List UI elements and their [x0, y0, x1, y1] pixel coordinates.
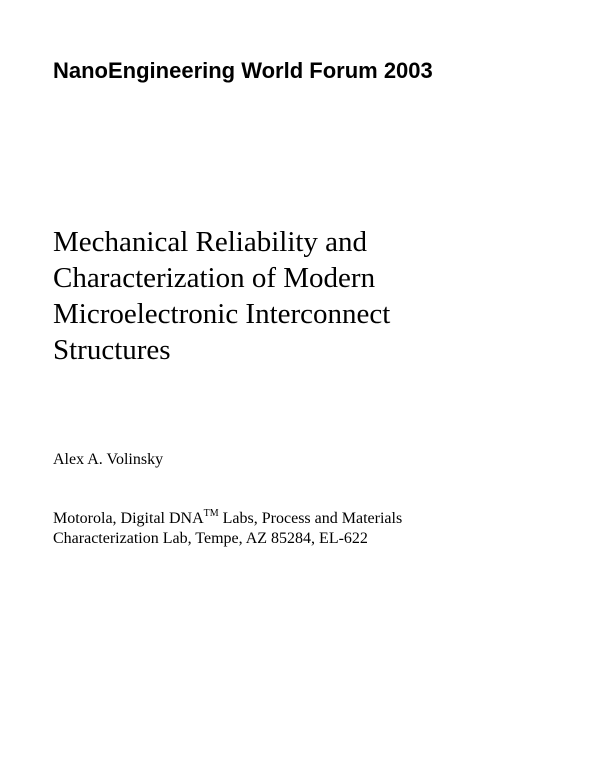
paper-title-line: Microelectronic Interconnect	[53, 298, 391, 330]
affiliation-company: Motorola, Digital DNA	[53, 510, 204, 527]
paper-title-line: Structures	[53, 334, 171, 366]
paper-title-line: Mechanical Reliability and	[53, 226, 368, 258]
conference-title: NanoEngineering World Forum 2003	[53, 58, 433, 83]
author-affiliation	[53, 509, 402, 549]
affiliation-line: Characterization Lab, Tempe, AZ 85284, EL-622	[53, 530, 368, 547]
author-name: Alex A. Volinsky	[53, 451, 164, 468]
paper-title-line: Characterization of Modern	[53, 262, 376, 294]
affiliation-lab: Labs, Process and Materials	[218, 510, 403, 527]
paper-title	[53, 224, 573, 368]
affiliation-line	[53, 509, 402, 529]
trademark-symbol: TM	[203, 507, 219, 519]
